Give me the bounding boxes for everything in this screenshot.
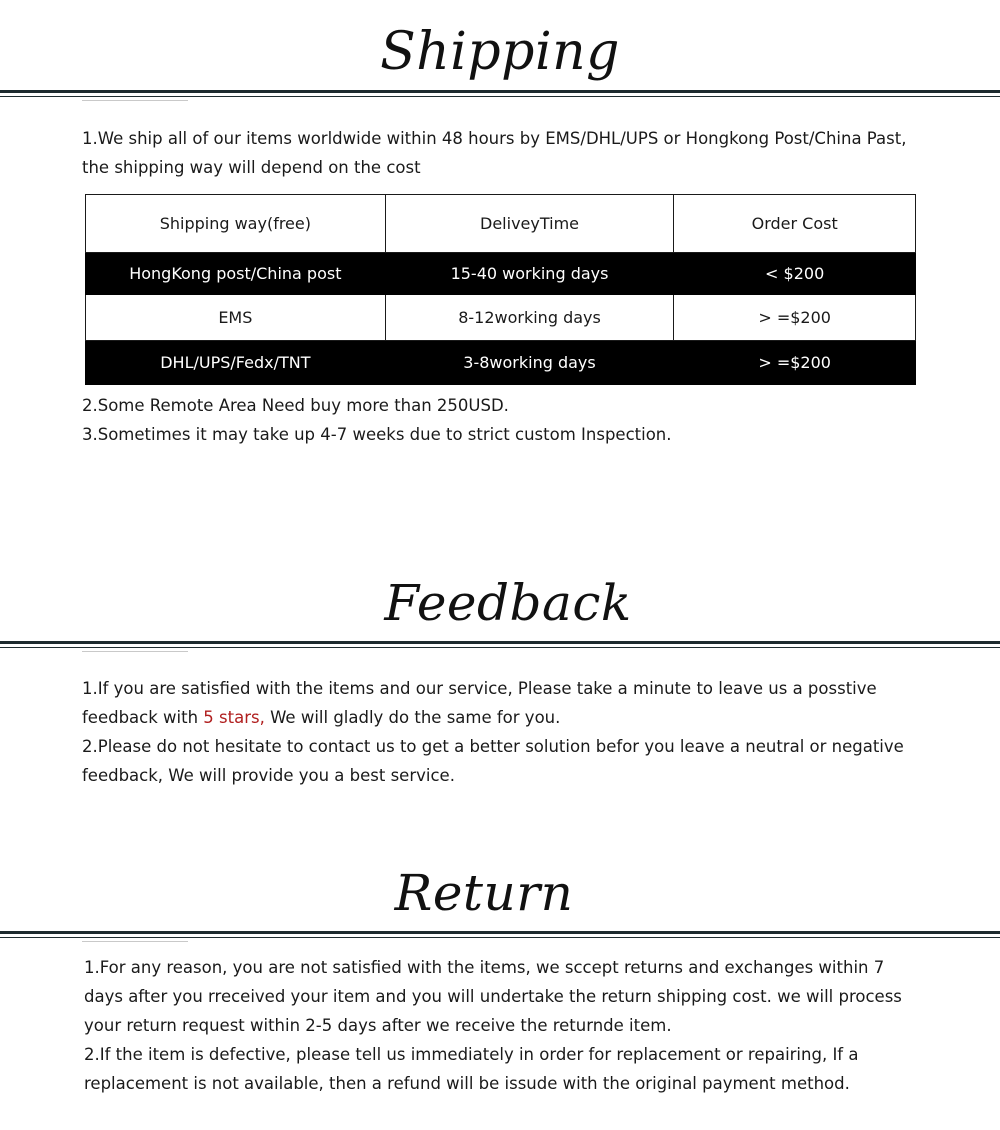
header-order-cost: Order Cost: [674, 195, 916, 253]
header-delivery-time: DeliveyTime: [385, 195, 674, 253]
cell-order-cost: > =$200: [674, 341, 916, 385]
shipping-intro: 1.We ship all of our items worldwide within 48 hours by EMS/DHL/UPS or Hongkong Post/China Past, the shipping way will depend on the cost: [82, 129, 907, 177]
feedback-body: [82, 674, 932, 790]
feedback-title: Feedback: [384, 574, 632, 632]
cell-delivery-time: 3-8working days: [385, 341, 674, 385]
return-paragraph-1: 1.For any reason, you are not satisfied with the items, we sccept returns and exchanges within 7 days after you rreceived your item and you will undertake the return shipping cost. we will process your return request within 2-5 days after we receive the returnde item.: [84, 958, 902, 1035]
shipping-note: 2.Some Remote Area Need buy more than 250USD.: [82, 396, 509, 415]
return-divider: [0, 931, 1000, 938]
return-paragraph-2: 2.If the item is defective, please tell us immediately in order for replacement or repairing, If a replacement is not available, then a refund will be issude with the original payment method.: [84, 1045, 859, 1093]
table-row: [86, 295, 916, 341]
cell-order-cost: < $200: [674, 253, 916, 295]
return-title: Return: [394, 864, 574, 922]
shipping-table: [85, 194, 916, 385]
cell-delivery-time: 15-40 working days: [385, 253, 674, 295]
table-row: [86, 253, 916, 295]
shipping-note: 3.Sometimes it may take up 4-7 weeks due to strict custom Inspection.: [82, 425, 672, 444]
table-row: [86, 341, 916, 385]
return-body: [84, 953, 904, 1098]
shipping-notes: [82, 391, 932, 449]
cell-shipping-way: DHL/UPS/Fedx/TNT: [86, 341, 386, 385]
cell-order-cost: > =$200: [674, 295, 916, 341]
feedback-paragraph-2: 2.Please do not hesitate to contact us to get a better solution befor you leave a neutral or negative feedback, We will provide you a best service.: [82, 737, 904, 785]
shipping-divider-accent: [82, 100, 188, 101]
cell-delivery-time: 8-12working days: [385, 295, 674, 341]
feedback-divider-accent: [82, 651, 188, 652]
return-divider-accent: [82, 941, 188, 942]
cell-shipping-way: HongKong post/China post: [86, 253, 386, 295]
shipping-title: Shipping: [380, 22, 620, 82]
header-shipping-way: Shipping way(free): [86, 195, 386, 253]
feedback-divider: [0, 641, 1000, 648]
feedback-paragraph-1: 1.If you are satisfied with the items and our service, Please take a minute to leave us a posstive feedback with 5 stars, We will gladly do the same for you.: [82, 679, 877, 727]
cell-shipping-way: EMS: [86, 295, 386, 341]
five-stars-highlight: 5 stars,: [203, 708, 265, 727]
shipping-divider: [0, 90, 1000, 97]
shipping-table-header: [86, 195, 916, 253]
